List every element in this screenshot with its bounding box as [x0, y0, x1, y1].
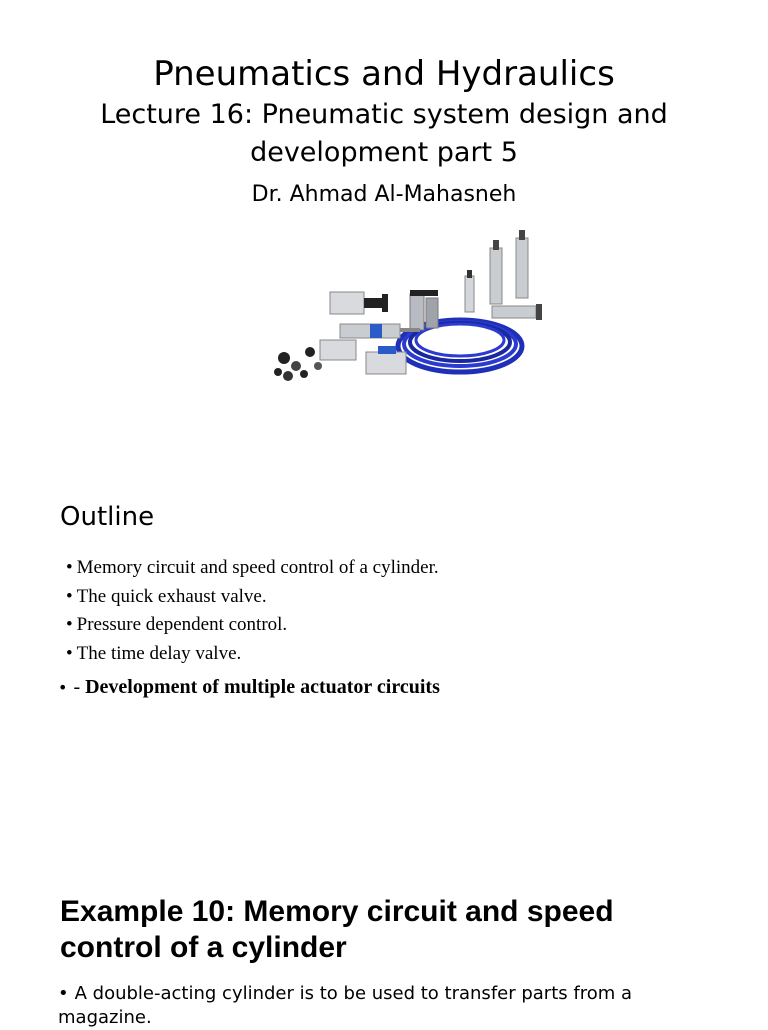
lecture-subtitle: Lecture 16: Pneumatic system design and development part 5: [100, 99, 668, 168]
outline-item: • Memory circuit and speed control of a cylinder.: [66, 554, 439, 583]
lecture-title: Pneumatics and Hydraulics: [153, 54, 615, 94]
title-slide: [0, 0, 768, 440]
example-bullet-text: A double-acting cylinder is to be used to transfer parts from a magazine.: [58, 983, 633, 1028]
pneumatic-components-image: [270, 226, 550, 394]
example-heading: Example 10: Memory circuit and speed control of a cylinder: [60, 895, 614, 964]
outline-list: [66, 554, 439, 668]
author-name: Dr. Ahmad Al-Mahasneh: [251, 182, 517, 207]
bullet-icon: •: [58, 983, 69, 1004]
outline-slide: [0, 440, 768, 860]
outline-item: • The time delay valve.: [66, 640, 439, 669]
example-slide: [0, 860, 768, 1028]
example-bullet: [58, 982, 698, 1030]
outline-item: • Pressure dependent control.: [66, 611, 439, 640]
outline-item-bold: Development of multiple actuator circuits: [85, 676, 440, 698]
outline-item-multiple-actuators: [58, 674, 440, 701]
outline-heading: Outline: [60, 501, 155, 532]
bullet-icon: •: [58, 678, 68, 697]
outline-item: • The quick exhaust valve.: [66, 583, 439, 612]
outline-item-prefix: -: [73, 676, 86, 698]
